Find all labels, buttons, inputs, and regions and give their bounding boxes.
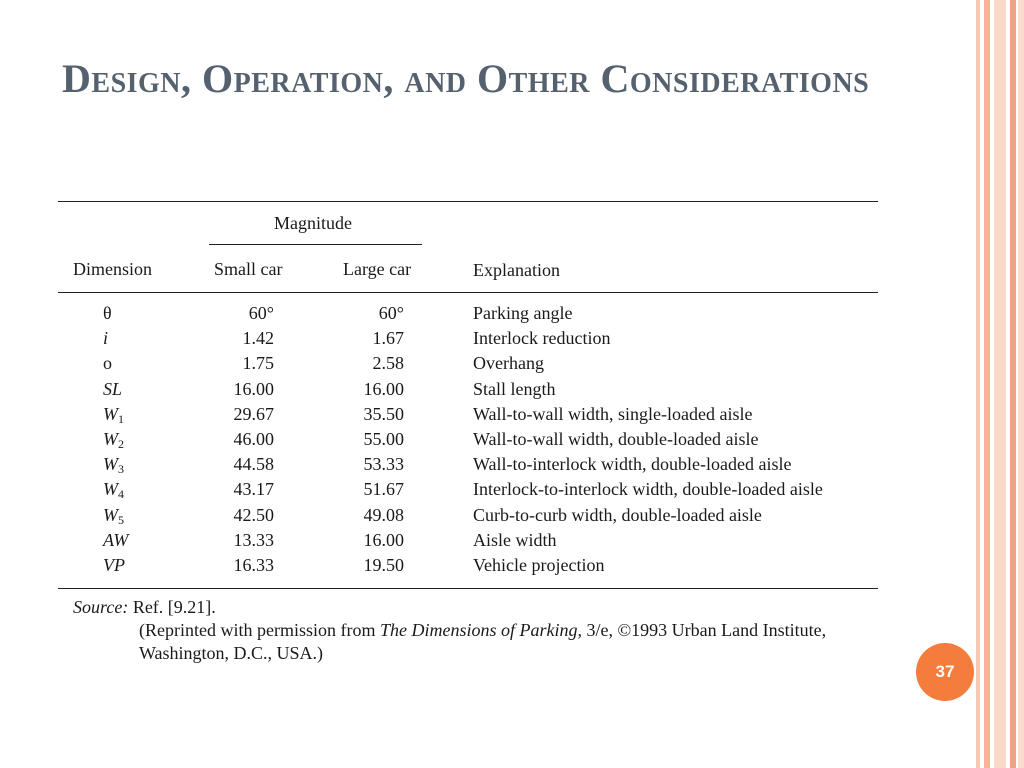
dimension-symbol: SL <box>103 378 123 399</box>
small-car-value: 60° <box>248 303 274 323</box>
explanation-text: Wall-to-wall width, single-loaded aisle <box>473 403 753 424</box>
small-car-value: 29.67 <box>233 403 274 424</box>
explanation-text: Vehicle projection <box>473 554 605 575</box>
table-row <box>58 328 878 353</box>
table-row <box>58 454 878 479</box>
stripe <box>976 0 980 768</box>
explanation-text: Interlock-to-interlock width, double-loaded aisle <box>473 479 823 500</box>
dimension-symbol: $W_3$ <box>103 454 124 477</box>
slide-title: Design, Operation, and Other Considerations <box>62 56 870 101</box>
small-car-value: 16.33 <box>233 554 274 575</box>
small-car-value: 46.00 <box>233 428 274 449</box>
stripe <box>1010 0 1016 768</box>
header-explanation: Explanation <box>473 260 560 280</box>
large-car-value: 51.67 <box>363 479 404 500</box>
large-car-value: 19.50 <box>363 554 404 575</box>
table-row <box>58 404 878 429</box>
stripe <box>994 0 1006 768</box>
dimension-symbol: AW <box>103 529 129 550</box>
reprint-location: Washington, D.C., USA.) <box>139 643 324 663</box>
table-header-rule <box>58 292 878 293</box>
explanation-text: Curb-to-curb width, double-loaded aisle <box>473 504 762 525</box>
source-label: Source: <box>73 597 129 617</box>
stripe <box>1018 0 1024 768</box>
large-car-value: 55.00 <box>363 428 404 449</box>
large-car-value: 49.08 <box>363 504 404 525</box>
table-bottom-rule <box>58 588 878 589</box>
decorative-side-stripes <box>976 0 1024 768</box>
small-car-value: 13.33 <box>233 529 274 550</box>
table-row <box>58 530 878 555</box>
large-car-value: 16.00 <box>363 529 404 550</box>
source-ref: Ref. [9.21]. <box>132 597 216 617</box>
header-large-car: Large car <box>343 259 412 279</box>
dimension-symbol: $W_1$ <box>103 403 124 426</box>
large-car-value: 60° <box>378 303 404 323</box>
dimension-symbol: $W_4$ <box>103 479 124 502</box>
explanation-text: Overhang <box>473 353 544 374</box>
explanation-text: Wall-to-interlock width, double-loaded aisle <box>473 454 792 475</box>
small-car-value: 1.75 <box>242 353 274 374</box>
dimension-symbol: o <box>103 353 112 374</box>
dimension-symbol: VP <box>103 554 125 575</box>
reprint-note <box>139 620 826 641</box>
large-car-value: 53.33 <box>363 454 404 475</box>
table-row <box>58 353 878 378</box>
small-car-value: 43.17 <box>233 479 274 500</box>
small-car-value: 44.58 <box>233 454 274 475</box>
large-car-value: 1.67 <box>372 328 404 349</box>
explanation-text: Stall length <box>473 378 556 399</box>
reprint-suffix: 3/e, ©1993 Urban Land Institute, <box>586 620 827 640</box>
large-car-value: 35.50 <box>363 403 404 424</box>
page-number-badge: 37 <box>916 643 974 701</box>
magnitude-underline <box>209 244 422 245</box>
table-row <box>58 479 878 504</box>
explanation-text: Wall-to-wall width, double-loaded aisle <box>473 428 759 449</box>
header-small-car: Small car <box>214 259 283 279</box>
source-line <box>73 596 216 618</box>
stripe <box>984 0 990 768</box>
dimension-symbol: i <box>103 328 109 349</box>
table-row <box>58 429 878 454</box>
header-dimension: Dimension <box>73 259 152 279</box>
table-row <box>58 379 878 404</box>
dimension-symbol: $W_2$ <box>103 428 124 451</box>
table-row <box>58 303 878 328</box>
parking-dimensions-table <box>58 303 878 580</box>
small-car-value: 42.50 <box>233 504 274 525</box>
large-car-value: 2.58 <box>372 353 404 374</box>
small-car-value: 16.00 <box>233 378 274 399</box>
book-title: The Dimensions of Parking, <box>379 620 582 640</box>
dimension-symbol: θ <box>103 303 112 323</box>
large-car-value: 16.00 <box>363 378 404 399</box>
table-top-rule <box>58 201 878 202</box>
explanation-text: Aisle width <box>473 529 557 550</box>
explanation-text: Interlock reduction <box>473 328 611 349</box>
dimension-symbol: $W_5$ <box>103 504 124 527</box>
reprint-prefix: (Reprinted with permission from <box>139 620 376 640</box>
small-car-value: 1.42 <box>242 328 274 349</box>
explanation-text: Parking angle <box>473 303 573 323</box>
magnitude-group-header: Magnitude <box>274 213 352 233</box>
table-row <box>58 555 878 580</box>
table-row <box>58 505 878 530</box>
